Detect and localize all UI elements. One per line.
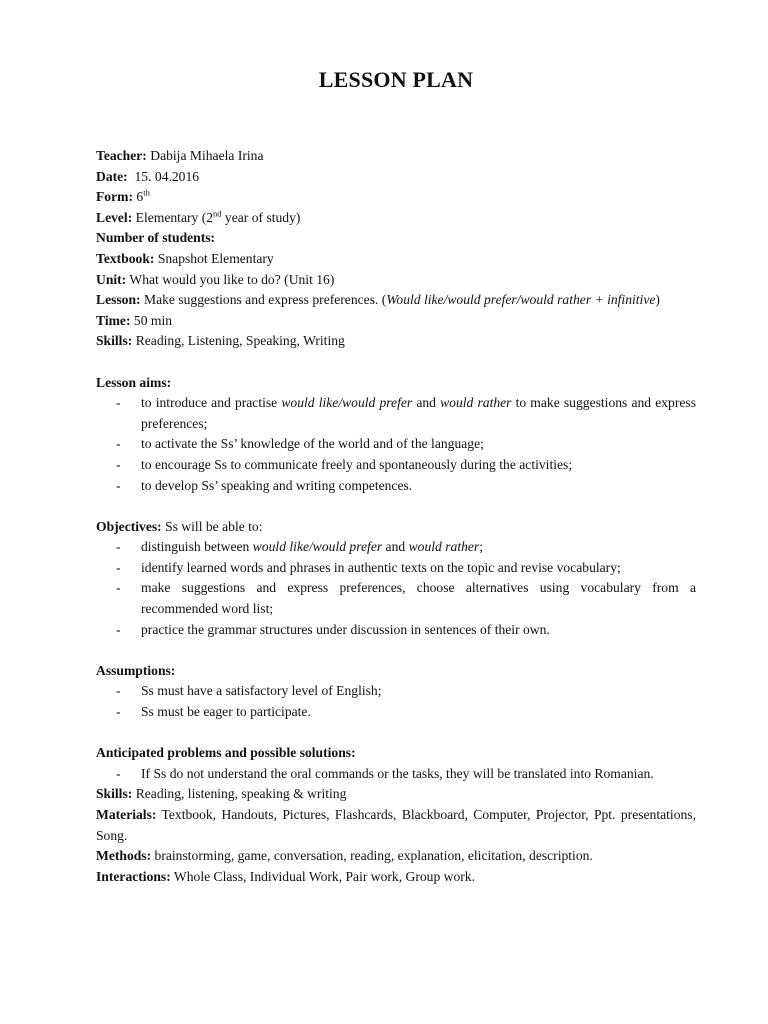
list-item: [96, 558, 696, 579]
assumptions-heading: [96, 661, 696, 682]
list-item: [96, 537, 696, 558]
form-superscript: th: [143, 187, 150, 198]
list-item: [96, 476, 696, 497]
aims-heading-text: Lesson aims:: [96, 374, 172, 390]
teacher-line: [96, 146, 696, 167]
dash-bullet: -: [116, 683, 121, 699]
lesson-value-pre: Make suggestions and express preferences. (: [143, 292, 387, 308]
list-item: [96, 578, 696, 619]
list-item: [96, 434, 696, 455]
dash-bullet: -: [116, 477, 121, 493]
unit-label: Unit:: [96, 271, 127, 287]
interactions-value: Whole Class, Individual Work, Pair work, Group work.: [173, 868, 475, 884]
materials-label: Materials:: [96, 807, 157, 822]
dash-bullet: -: [116, 456, 121, 472]
skills-value: Reading, Listening, Speaking, Writing: [135, 333, 345, 349]
textbook-value: Snapshot Elementary: [157, 250, 274, 266]
page-title: LESSON PLAN: [318, 67, 474, 92]
dash-bullet: -: [116, 559, 121, 575]
time-label: Time:: [96, 312, 131, 328]
lesson-label: Lesson:: [96, 292, 141, 308]
interactions-line: [96, 867, 696, 888]
aim-text: and: [412, 395, 441, 411]
objective-text: make suggestions and express preferences, choose alternatives using vocabulary from a recommended word list;: [141, 580, 696, 617]
unit-value: What would you like to do? (Unit 16): [129, 271, 335, 287]
lesson-value-post: ): [655, 292, 660, 308]
date-label: Date:: [96, 168, 128, 184]
skills-line: [96, 331, 696, 352]
spacer: [96, 352, 696, 373]
materials-line: [96, 805, 696, 846]
aim-text: to encourage Ss to communicate freely and spontaneously during the activities;: [141, 456, 573, 472]
objectives-heading: [96, 517, 696, 538]
level-value-post: year of study): [221, 209, 301, 225]
form-line: [96, 187, 696, 208]
time-value: 50 min: [133, 312, 173, 328]
footer-skills-value: Reading, listening, speaking & writing: [135, 786, 347, 802]
objective-text: ;: [479, 539, 483, 555]
spacer: [96, 723, 696, 744]
objective-text: identify learned words and phrases in authentic texts on the topic and revise vocabulary;: [141, 559, 621, 575]
dash-bullet: -: [116, 580, 121, 596]
form-label: Form:: [96, 189, 133, 205]
aim-italic: would like/would prefer: [281, 395, 413, 411]
assumption-text: Ss must be eager to participate.: [141, 704, 311, 720]
problem-text: If Ss do not understand the oral commands or the tasks, they will be translated into Romanian.: [141, 765, 654, 781]
dash-bullet: -: [116, 704, 121, 720]
aim-italic: would rather: [440, 395, 512, 411]
date-line: [96, 167, 696, 188]
list-item: [96, 393, 696, 434]
students-line: [96, 228, 696, 249]
aims-list: [96, 393, 696, 496]
spacer: [96, 640, 696, 661]
interactions-label: Interactions:: [96, 868, 171, 884]
objective-italic: would like/would prefer: [252, 539, 383, 555]
assumptions-heading-text: Assumptions:: [96, 662, 176, 678]
list-item: [96, 455, 696, 476]
methods-line: [96, 846, 696, 867]
level-superscript: nd: [213, 208, 222, 219]
problems-heading-text: Anticipated problems and possible solutions:: [96, 745, 356, 761]
objective-text: and: [382, 539, 409, 555]
problems-heading: [96, 743, 696, 764]
date-value: 15. 04.2016: [134, 168, 200, 184]
list-item: [96, 702, 696, 723]
aim-text: to make suggestions and express preferences;: [141, 395, 696, 431]
problems-list: [96, 764, 696, 785]
aim-text: to introduce and practise: [141, 395, 282, 411]
assumption-text: Ss must have a satisfactory level of English;: [141, 683, 382, 699]
dash-bullet: -: [116, 621, 121, 637]
materials-value: Textbook, Handouts, Pictures, Flashcards, Blackboard, Computer, Projector, Ppt. presentations, Song.: [96, 807, 696, 843]
objectives-heading-text: Objectives:: [96, 518, 162, 534]
document-page: [96, 66, 696, 887]
level-label: Level:: [96, 209, 133, 225]
aims-heading: [96, 373, 696, 394]
lesson-line: [96, 290, 696, 311]
textbook-line: [96, 249, 696, 270]
methods-label: Methods:: [96, 848, 152, 864]
dash-bullet: -: [116, 395, 121, 411]
list-item: [96, 620, 696, 641]
students-label: Number of students:: [96, 230, 216, 246]
teacher-label: Teacher:: [96, 148, 147, 163]
form-value: 6: [136, 189, 144, 205]
level-value-pre: Elementary (2: [135, 209, 214, 225]
dash-bullet: -: [116, 765, 121, 781]
unit-line: [96, 270, 696, 291]
objective-text: practice the grammar structures under discussion in sentences of their own.: [141, 621, 550, 637]
objectives-list: [96, 537, 696, 640]
aim-text: to develop Ss’ speaking and writing competences.: [141, 477, 413, 493]
objectives-intro: Ss will be able to:: [161, 518, 263, 534]
dash-bullet: -: [116, 436, 121, 452]
skills-label: Skills:: [96, 333, 133, 349]
spacer: [96, 496, 696, 517]
objective-text: distinguish between: [141, 539, 253, 555]
dash-bullet: -: [116, 539, 121, 555]
objective-italic: would rather: [408, 539, 480, 555]
list-item: [96, 681, 696, 702]
footer-skills-label: Skills:: [96, 786, 133, 802]
level-line: [96, 208, 696, 229]
aim-text: to activate the Ss’ knowledge of the world and of the language;: [141, 436, 484, 452]
methods-value: brainstorming, game, conversation, reading, explanation, elicitation, description.: [154, 848, 593, 864]
teacher-value: Dabija Mihaela Irina: [150, 148, 264, 163]
textbook-label: Textbook:: [96, 250, 155, 266]
footer-skills-line: [96, 784, 696, 805]
lesson-value-italic: Would like/would prefer/would rather + infinitive: [386, 292, 656, 308]
time-line: [96, 311, 696, 332]
assumptions-list: [96, 681, 696, 722]
list-item: [96, 764, 696, 785]
